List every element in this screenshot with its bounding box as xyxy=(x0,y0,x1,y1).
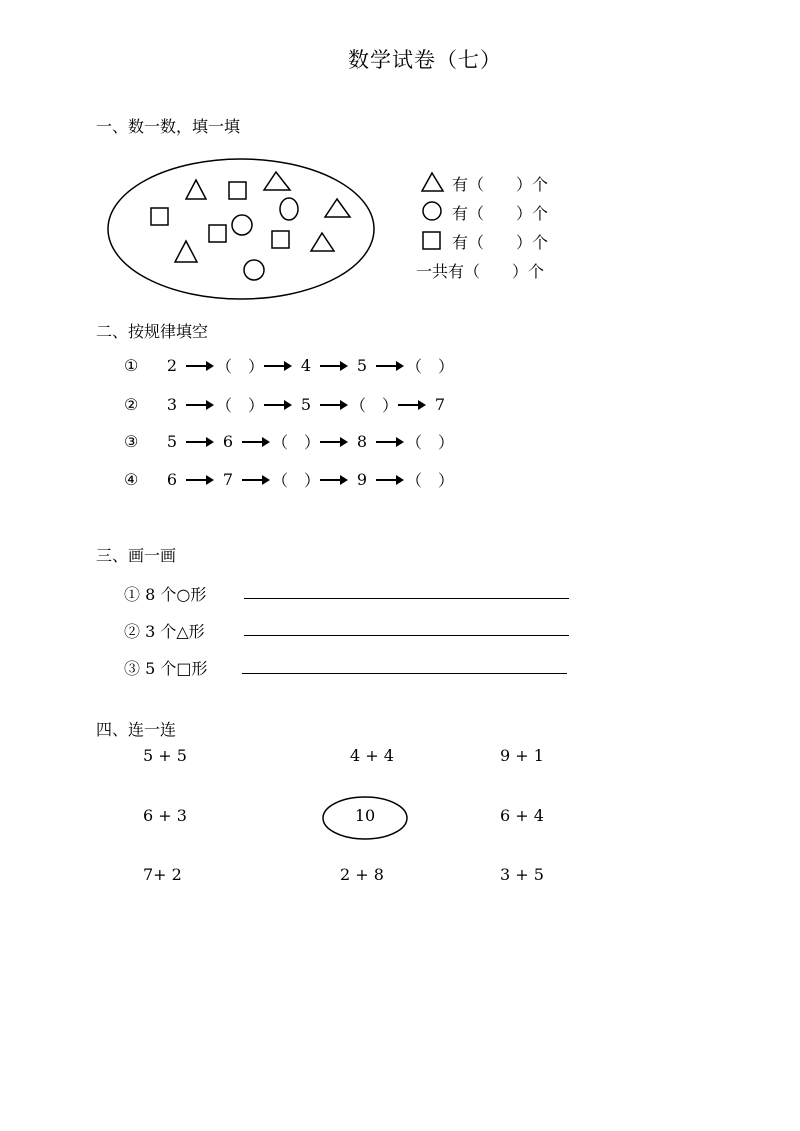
sequence-item: 8 xyxy=(356,432,368,451)
draw-task-triangles: ② 3 个△形 xyxy=(124,622,205,641)
sequence-item: 7 xyxy=(434,395,446,414)
arrow-icon xyxy=(320,360,348,372)
circle-shape xyxy=(244,260,264,280)
row-index: ④ xyxy=(124,470,139,489)
square-shape xyxy=(229,182,246,199)
sequence-row-3 xyxy=(124,430,455,453)
arrow-icon xyxy=(186,399,214,411)
square-shape xyxy=(151,208,168,225)
expression: 6 + 3 xyxy=(143,806,187,825)
blank-slot: （ ） xyxy=(406,357,455,376)
section2-heading: 二、按规律填空 xyxy=(96,322,209,341)
sequence-item: 5 xyxy=(300,395,312,414)
blank-slot: （ ） xyxy=(216,357,265,376)
row-index: ① xyxy=(124,356,139,375)
arrow-icon xyxy=(320,436,348,448)
count-total: 一共有（ ）个 xyxy=(416,262,545,281)
row-index: ② xyxy=(124,395,139,414)
circle-shape xyxy=(280,198,298,220)
shapes-oval-figure xyxy=(0,0,800,320)
triangle-icon xyxy=(422,173,443,191)
arrow-icon xyxy=(264,360,292,372)
arrow-icon xyxy=(320,474,348,486)
sequence-item: 6 xyxy=(222,432,234,451)
count-triangle: 有（ ）个 xyxy=(452,175,549,194)
expression: 4 + 4 xyxy=(350,746,394,765)
triangle-shape xyxy=(264,172,290,190)
arrow-icon xyxy=(186,436,214,448)
arrow-icon xyxy=(186,474,214,486)
page-title: 数学试卷（七） xyxy=(348,48,502,72)
circle-shape xyxy=(232,215,252,235)
expression: 3 + 5 xyxy=(500,865,544,884)
arrow-icon xyxy=(376,474,404,486)
blank-slot: （ ） xyxy=(272,471,321,490)
blank-slot: （ ） xyxy=(216,396,265,415)
blank-slot: （ ） xyxy=(350,396,399,415)
sequence-row-2 xyxy=(124,393,452,416)
arrow-icon xyxy=(398,399,426,411)
arrow-icon xyxy=(320,399,348,411)
expression: 7+ 2 xyxy=(143,865,182,884)
square-icon xyxy=(423,232,440,249)
section3-heading: 三、画一画 xyxy=(96,546,177,565)
draw-task-squares: ③ 5 个□形 xyxy=(124,659,208,678)
sequence-item: 7 xyxy=(222,470,234,489)
draw-line xyxy=(244,635,569,636)
arrow-icon xyxy=(264,399,292,411)
triangle-shape xyxy=(186,180,206,199)
blank-slot: （ ） xyxy=(272,433,321,452)
count-circle: 有（ ）个 xyxy=(452,204,549,223)
draw-line xyxy=(242,673,567,674)
count-square: 有（ ）个 xyxy=(452,233,549,252)
sequence-item: 9 xyxy=(356,470,368,489)
expression: 5 + 5 xyxy=(143,746,187,765)
sequence-row-1 xyxy=(124,354,455,377)
expression: 6 + 4 xyxy=(500,806,544,825)
arrow-icon xyxy=(376,360,404,372)
arrow-icon xyxy=(186,360,214,372)
triangle-shape xyxy=(311,233,334,251)
expression: 2 + 8 xyxy=(340,865,384,884)
square-shape xyxy=(209,225,226,242)
arrow-icon xyxy=(242,436,270,448)
draw-line xyxy=(244,598,569,599)
sequence-item: 2 xyxy=(166,356,178,375)
triangle-shape xyxy=(325,199,350,217)
row-index: ③ xyxy=(124,432,139,451)
section1-heading: 一、数一数，填一填 xyxy=(96,117,241,136)
expression: 9 + 1 xyxy=(500,746,544,765)
arrow-icon xyxy=(242,474,270,486)
section4-heading: 四、连一连 xyxy=(96,720,177,739)
sequence-item: 6 xyxy=(166,470,178,489)
sequence-item: 3 xyxy=(166,395,178,414)
square-shape xyxy=(272,231,289,248)
draw-task-circles: ① 8 个○形 xyxy=(124,585,207,604)
blank-slot: （ ） xyxy=(406,471,455,490)
sequence-item: 5 xyxy=(166,432,178,451)
sequence-item: 5 xyxy=(356,356,368,375)
answer-value: 10 xyxy=(354,806,376,825)
sequence-row-4 xyxy=(124,468,455,491)
triangle-shape xyxy=(175,241,197,262)
arrow-icon xyxy=(376,436,404,448)
sequence-item: 4 xyxy=(300,356,312,375)
large-oval xyxy=(108,159,374,299)
blank-slot: （ ） xyxy=(406,433,455,452)
circle-icon xyxy=(423,202,441,220)
